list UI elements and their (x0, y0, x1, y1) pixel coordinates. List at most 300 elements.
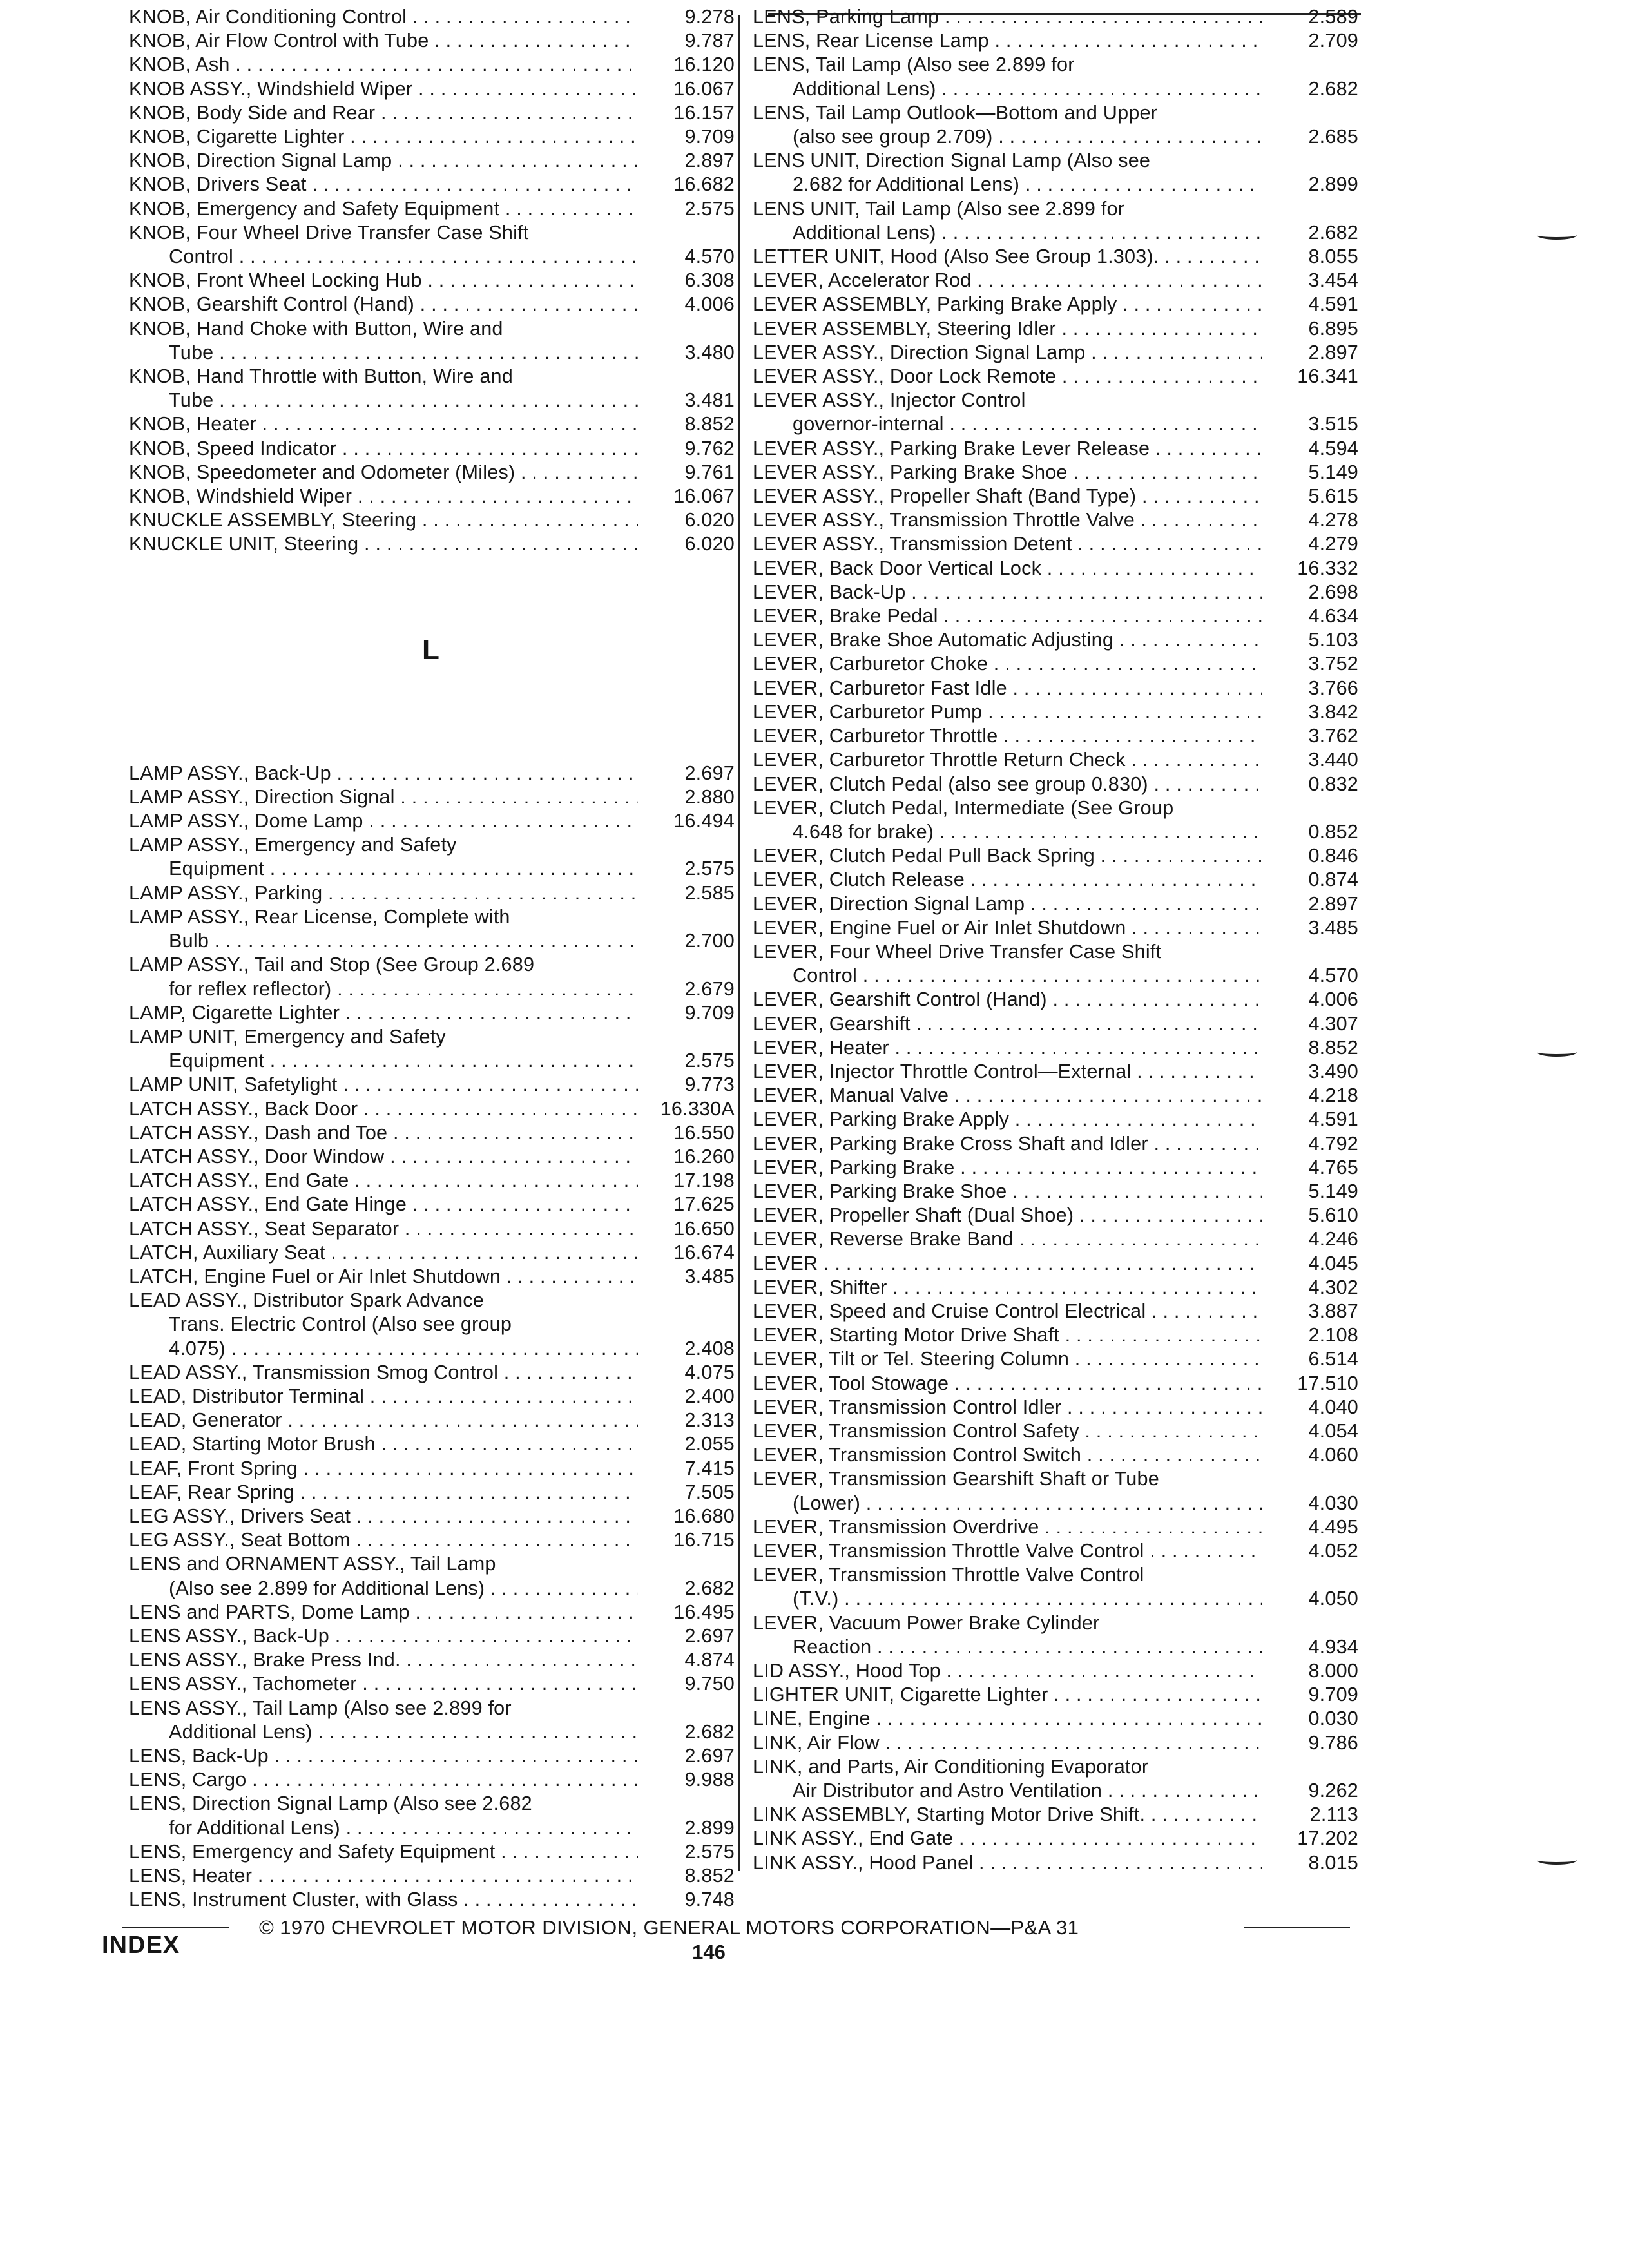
index-entry (129, 508, 735, 532)
entry-description (129, 269, 638, 293)
index-entry (129, 1145, 735, 1169)
entry-description (129, 809, 638, 833)
entry-text-line: LATCH ASSY., Seat Separator . . . (129, 1217, 638, 1241)
entry-group-number: 4.030 (1308, 1492, 1358, 1514)
entry-description (753, 1347, 1262, 1371)
index-entry (753, 604, 1358, 628)
entry-text-line: LAMP ASSY., Parking . . . (129, 881, 638, 905)
entry-description (753, 1300, 1262, 1323)
index-entry (753, 317, 1358, 341)
entry-group-number: 16.550 (673, 1121, 735, 1144)
entry-text-line: LATCH ASSY., End Gate Hinge . . . (129, 1193, 638, 1216)
entry-text-line: Additional Lens) . . . (753, 221, 1262, 245)
index-entry (129, 1672, 735, 1696)
entry-text-line: LIGHTER UNIT, Cigarette Lighter . . . (753, 1683, 1262, 1707)
entry-description (753, 1084, 1262, 1108)
entry-group-number: 3.766 (1308, 677, 1358, 699)
index-entry (753, 1443, 1358, 1467)
entry-description (129, 149, 638, 173)
entry-group-number: 16.495 (673, 1600, 735, 1623)
index-entry (753, 1755, 1358, 1803)
entry-group-number: 17.202 (1297, 1827, 1358, 1850)
entry-group-number: 0.852 (1308, 820, 1358, 843)
entry-text-line: LEVER, Brake Shoe Automatic Adjusting . . . (753, 628, 1262, 652)
entry-text-line: LATCH, Engine Fuel or Air Inlet Shutdown . . . (129, 1265, 638, 1289)
entry-description (753, 53, 1262, 101)
index-entry (129, 101, 735, 125)
entry-description (753, 1419, 1262, 1443)
entry-group-number: 9.709 (684, 1001, 735, 1024)
entry-group-number: 5.149 (1308, 461, 1358, 483)
entry-group-number: 3.887 (1308, 1300, 1358, 1322)
entry-text-line: LEAD, Generator . . . (129, 1408, 638, 1432)
entry-text-line: 2.682 for Additional Lens) . . . (753, 173, 1262, 197)
entry-description (129, 1528, 638, 1552)
entry-description (753, 101, 1262, 149)
entry-text-line: LAMP, Cigarette Lighter . . . (129, 1001, 638, 1025)
entry-description (753, 1755, 1262, 1803)
entry-group-number: 16.680 (673, 1504, 735, 1527)
entry-description (753, 461, 1262, 485)
entry-description (753, 1108, 1262, 1131)
entry-description (129, 762, 638, 785)
index-entry (753, 341, 1358, 365)
entry-group-number: 9.761 (684, 461, 735, 483)
entry-text-line: LATCH ASSY., Back Door . . . (129, 1097, 638, 1121)
section-heading (129, 557, 735, 762)
index-entry (129, 197, 735, 221)
entry-description (753, 317, 1262, 341)
entry-description (753, 1227, 1262, 1251)
entry-text-line: LEVER, Transmission Throttle Valve Control (753, 1564, 1144, 1586)
entry-description (129, 29, 638, 53)
entry-group-number: 4.570 (1308, 965, 1358, 987)
index-entry (129, 1217, 735, 1241)
entry-description (129, 197, 638, 221)
entry-group-number: 4.874 (684, 1649, 735, 1671)
index-entry (129, 1648, 735, 1672)
entry-text-line: LAMP UNIT, Safetylight . . . (129, 1073, 638, 1097)
entry-text-line: LAMP ASSY., Emergency and Safety (129, 834, 457, 856)
entry-text-line: LENS ASSY., Tachometer . . . (129, 1672, 638, 1696)
page-number: 146 (692, 1941, 726, 1963)
entry-text-line: LEVER, Reverse Brake Band . . . (753, 1227, 1262, 1251)
index-entry (753, 1563, 1358, 1611)
index-entry (129, 5, 735, 29)
entry-group-number: 2.682 (1308, 77, 1358, 100)
index-entry (129, 173, 735, 197)
entry-group-number: 6.514 (1308, 1348, 1358, 1370)
entry-group-number: 4.040 (1308, 1396, 1358, 1418)
entry-text-line: LINK ASSY., Hood Panel . . . (753, 1851, 1262, 1875)
entry-text-line: LID ASSY., Hood Top . . . (753, 1659, 1262, 1683)
entry-description (753, 1036, 1262, 1060)
entry-group-number: 4.591 (1308, 1108, 1358, 1131)
entry-description (753, 940, 1262, 988)
entry-text-line: LENS and ORNAMENT ASSY., Tail Lamp (129, 1553, 496, 1575)
index-entry (753, 1707, 1358, 1731)
index-entry (129, 1097, 735, 1121)
index-entry (753, 1084, 1358, 1108)
entry-description (129, 1504, 638, 1528)
entry-description (753, 677, 1262, 700)
entry-text-line: KNOB, Body Side and Rear . . . (129, 101, 638, 125)
entry-text-line: LEVER, Tilt or Tel. Steering Column . . . (753, 1347, 1262, 1371)
entry-text-line: KNOB ASSY., Windshield Wiper . . . (129, 77, 638, 101)
index-entry (129, 1840, 735, 1864)
entry-text-line: LENS, Tail Lamp Outlook—Bottom and Upper (753, 101, 1158, 124)
entry-description (753, 149, 1262, 197)
entry-description (129, 1408, 638, 1432)
entry-text-line: KNUCKLE UNIT, Steering . . . (129, 532, 638, 556)
entry-group-number: 5.103 (1308, 629, 1358, 651)
entry-text-line: LEVER, Carburetor Choke . . . (753, 652, 1262, 676)
index-entry (129, 29, 735, 53)
entry-description (753, 796, 1262, 844)
entry-group-number: 2.682 (684, 1720, 735, 1743)
index-entry (129, 1744, 735, 1768)
index-entry (753, 1060, 1358, 1084)
entry-text-line: LEVER, Accelerator Rod . . . (753, 269, 1262, 293)
entry-group-number: 2.682 (1308, 221, 1358, 244)
entry-text-line: LEVER, Carburetor Throttle . . . (753, 724, 1262, 748)
index-entry (129, 1696, 735, 1744)
entry-text-line: KNOB, Ash . . . (129, 53, 638, 77)
entry-text-line: (T.V.) . . . (753, 1587, 1262, 1611)
entry-text-line: KNOB, Air Conditioning Control . . . (129, 5, 638, 29)
entry-text-line: LEVER, Parking Brake Shoe . . . (753, 1180, 1262, 1204)
entry-group-number: 9.709 (684, 126, 735, 148)
entry-group-number: 4.570 (684, 245, 735, 268)
index-entry (753, 5, 1358, 29)
entry-group-number: 16.682 (673, 173, 735, 196)
entry-group-number: 4.218 (1308, 1084, 1358, 1107)
entry-description (753, 628, 1262, 652)
entry-text-line: LENS, Emergency and Safety Equipment . . . (129, 1840, 638, 1864)
entry-group-number: 2.679 (684, 977, 735, 1000)
entry-description (129, 1241, 638, 1265)
index-entry (129, 1241, 735, 1265)
index-entry (753, 557, 1358, 581)
index-entry (753, 988, 1358, 1012)
index-entry (129, 317, 735, 365)
index-entry (753, 1683, 1358, 1707)
entry-text-line: (Also see 2.899 for Additional Lens) . . . (129, 1577, 638, 1600)
entry-text-line: LEVER ASSEMBLY, Steering Idler . . . (753, 317, 1262, 341)
entry-group-number: 2.575 (684, 1050, 735, 1072)
entry-group-number: 9.748 (684, 1888, 735, 1911)
entry-description (753, 1539, 1262, 1563)
entry-text-line: LEVER, Clutch Pedal (also see group 0.830) . . . (753, 773, 1262, 796)
entry-description (753, 1803, 1262, 1827)
entry-group-number: 16.067 (673, 77, 735, 100)
entry-text-line: LEAD ASSY., Transmission Smog Control . . . (129, 1361, 638, 1385)
entry-group-number: 8.000 (1308, 1660, 1358, 1682)
entry-text-line: Reaction . . . (753, 1635, 1262, 1659)
index-entry (753, 677, 1358, 700)
index-entry (129, 461, 735, 485)
entry-description (753, 724, 1262, 748)
entry-description (753, 508, 1262, 532)
entry-text-line: KNOB, Hand Throttle with Button, Wire and (129, 365, 513, 388)
entry-text-line: LEVER, Transmission Throttle Valve Control . . . (753, 1539, 1262, 1563)
entry-description (129, 532, 638, 556)
entry-group-number: 2.880 (684, 785, 735, 808)
entry-group-number: 4.634 (1308, 605, 1358, 628)
index-entry (129, 881, 735, 905)
index-entry (129, 412, 735, 436)
entry-text-line: LEAD, Starting Motor Brush . . . (129, 1432, 638, 1456)
entry-text-line: LENS, Back-Up . . . (129, 1744, 638, 1768)
entry-group-number: 2.575 (684, 858, 735, 880)
entry-group-number: 4.246 (1308, 1228, 1358, 1251)
index-entry (753, 197, 1358, 245)
index-entry (129, 1025, 735, 1073)
index-entry (129, 809, 735, 833)
index-entry (753, 748, 1358, 772)
entry-description (753, 773, 1262, 796)
entry-text-line: (Lower) . . . (753, 1492, 1262, 1515)
entry-group-number: 5.615 (1308, 485, 1358, 508)
entry-description (129, 461, 638, 485)
entry-text-line: LEVER, Back Door Vertical Lock . . . (753, 557, 1262, 581)
entry-description (129, 1025, 638, 1073)
entry-text-line: LEVER ASSY., Transmission Detent . . . (753, 532, 1262, 556)
entry-group-number: 6.308 (684, 269, 735, 292)
entry-group-number: 2.055 (684, 1433, 735, 1456)
entry-text-line: LENS, Rear License Lamp . . . (753, 29, 1262, 53)
entry-description (129, 785, 638, 809)
entry-text-line: LAMP ASSY., Direction Signal . . . (129, 785, 638, 809)
entry-group-number: 4.052 (1308, 1540, 1358, 1562)
entry-text-line: KNOB, Drivers Seat . . . (129, 173, 638, 197)
entry-group-number: 16.494 (673, 810, 735, 832)
footer-copyright: © 1970 CHEVROLET MOTOR DIVISION, GENERAL MOTORS CORPORATION—P&A 31 (259, 1916, 1079, 1939)
index-entry (129, 365, 735, 412)
entry-text-line: LEAD ASSY., Distributor Spark Advance (129, 1289, 485, 1312)
entry-description (129, 1289, 638, 1361)
entry-description (753, 29, 1262, 53)
entry-group-number: 5.149 (1308, 1180, 1358, 1202)
entry-description (753, 916, 1262, 940)
entry-description (753, 1731, 1262, 1755)
entry-description (129, 1097, 638, 1121)
entry-description (753, 293, 1262, 316)
footer-rule-left (122, 1927, 229, 1928)
entry-description (129, 101, 638, 125)
entry-text-line: LATCH, Auxiliary Seat . . . (129, 1241, 638, 1265)
entry-description (129, 1792, 638, 1840)
entry-text-line: LEVER, Parking Brake Cross Shaft and Idler . . . (753, 1132, 1262, 1156)
index-entry (753, 293, 1358, 316)
entry-group-number: 4.279 (1308, 533, 1358, 555)
index-entry (753, 1036, 1358, 1060)
entry-description (129, 881, 638, 905)
entry-text-line: 4.648 for brake) . . . (753, 820, 1262, 844)
entry-group-number: 16.341 (1297, 365, 1358, 388)
entry-group-number: 4.006 (684, 293, 735, 316)
entry-description (129, 1432, 638, 1456)
index-entry (753, 1252, 1358, 1276)
index-entry (129, 485, 735, 508)
entry-text-line: Tube . . . (129, 389, 638, 412)
entry-text-line: Equipment . . . (129, 857, 638, 881)
entry-description (129, 53, 638, 77)
index-entry (129, 1504, 735, 1528)
entry-description (753, 1180, 1262, 1204)
entry-description (129, 77, 638, 101)
entry-text-line: LENS, Tail Lamp (Also see 2.899 for (753, 53, 1075, 76)
index-entry (129, 1528, 735, 1552)
entry-description (129, 1169, 638, 1193)
entry-text-line: LINK, Air Flow . . . (753, 1731, 1262, 1755)
entry-text-line: LEVER, Clutch Release . . . (753, 868, 1262, 892)
entry-group-number: 9.750 (684, 1673, 735, 1695)
entry-text-line: (also see group 2.709) . . . (753, 125, 1262, 149)
entry-description (129, 905, 638, 953)
index-entry (129, 1768, 735, 1792)
entry-group-number: 3.762 (1308, 725, 1358, 747)
entry-description (129, 1672, 638, 1696)
index-entry (753, 437, 1358, 461)
entry-text-line: LENS and PARTS, Dome Lamp . . . (129, 1600, 638, 1624)
entry-description (129, 1361, 638, 1385)
entry-text-line: Additional Lens) . . . (753, 77, 1262, 101)
entry-description (753, 1012, 1262, 1036)
entry-description (129, 221, 638, 269)
entry-text-line: KNOB, Direction Signal Lamp . . . (129, 149, 638, 173)
entry-description (753, 532, 1262, 556)
entry-description (753, 365, 1262, 389)
entry-text-line: LENS UNIT, Tail Lamp (Also see 2.899 for (753, 197, 1125, 220)
footer-rule-right (1244, 1927, 1350, 1928)
entry-group-number: 8.852 (684, 413, 735, 436)
entry-description (753, 844, 1262, 868)
index-entry (753, 389, 1358, 436)
entry-text-line: LEVER, Transmission Control Switch . . . (753, 1443, 1262, 1467)
entry-description (753, 1851, 1262, 1875)
entry-description (753, 1156, 1262, 1180)
entry-description (753, 341, 1262, 365)
entry-description (753, 197, 1262, 245)
entry-group-number: 2.585 (684, 881, 735, 904)
entry-description (129, 1768, 638, 1792)
entry-description (129, 1624, 638, 1648)
entry-description (129, 125, 638, 149)
index-entry (129, 1888, 735, 1912)
index-entry (753, 916, 1358, 940)
entry-text-line: LEVER . . . (753, 1252, 1262, 1276)
entry-group-number: 16.120 (673, 53, 735, 76)
entry-description (129, 1600, 638, 1624)
entry-text-line: LAMP ASSY., Rear License, Complete with (129, 905, 510, 928)
entry-group-number: 4.075 (684, 1361, 735, 1383)
index-entry (753, 1227, 1358, 1251)
entry-description (753, 1323, 1262, 1347)
entry-group-number: 2.897 (684, 149, 735, 172)
entry-description (129, 1864, 638, 1888)
entry-text-line: LEAF, Front Spring . . . (129, 1457, 638, 1481)
entry-text-line: KNOB, Speed Indicator . . . (129, 437, 638, 461)
index-entry (753, 1204, 1358, 1227)
index-entry (753, 269, 1358, 293)
entry-text-line: LEVER, Carburetor Throttle Return Check . . . (753, 748, 1262, 772)
entry-text-line: LENS ASSY., Brake Press Ind. . . . (129, 1648, 638, 1672)
index-entry (753, 1515, 1358, 1539)
entry-description (753, 1396, 1262, 1419)
entry-description (129, 1648, 638, 1672)
entry-description (753, 1683, 1262, 1707)
entry-group-number: 4.045 (1308, 1252, 1358, 1274)
entry-description (129, 412, 638, 436)
entry-text-line: LEG ASSY., Drivers Seat . . . (129, 1504, 638, 1528)
entry-description (753, 269, 1262, 293)
entry-group-number: 2.108 (1308, 1324, 1358, 1347)
entry-group-number: 16.715 (673, 1529, 735, 1552)
entry-group-number: 9.988 (684, 1769, 735, 1791)
entry-group-number: 4.934 (1308, 1635, 1358, 1658)
entry-description (753, 892, 1262, 916)
entry-text-line: LEVER, Heater . . . (753, 1036, 1262, 1060)
index-entry (129, 149, 735, 173)
entry-description (753, 581, 1262, 604)
entry-text-line: LEVER, Tool Stowage . . . (753, 1372, 1262, 1396)
index-entry (753, 892, 1358, 916)
right-entries (753, 5, 1358, 1875)
index-entry (753, 1851, 1358, 1875)
entry-text-line: Tube . . . (129, 341, 638, 365)
index-entry (129, 1432, 735, 1456)
entry-text-line: LEG ASSY., Seat Bottom . . . (129, 1528, 638, 1552)
entry-text-line: LEVER, Manual Valve . . . (753, 1084, 1262, 1108)
entry-text-line: KNOB, Front Wheel Locking Hub . . . (129, 269, 638, 293)
index-entry (129, 1408, 735, 1432)
entry-description (129, 1265, 638, 1289)
entry-description (129, 5, 638, 29)
index-entry (753, 1012, 1358, 1036)
entry-description (753, 1132, 1262, 1156)
entry-group-number: 8.015 (1308, 1851, 1358, 1874)
entry-group-number: 6.020 (684, 509, 735, 532)
entry-group-number: 2.899 (684, 1816, 735, 1839)
entry-group-number: 4.765 (1308, 1156, 1358, 1178)
entry-text-line: LENS, Cargo . . . (129, 1768, 638, 1792)
index-entry (129, 221, 735, 269)
index-entry (753, 628, 1358, 652)
entry-group-number: 2.697 (684, 1745, 735, 1767)
entry-group-number: 16.650 (673, 1217, 735, 1240)
entry-text-line: LENS, Parking Lamp . . . (753, 5, 1262, 29)
index-entry (129, 833, 735, 881)
entry-text-line: LEVER, Transmission Control Idler . . . (753, 1396, 1262, 1419)
entry-group-number: 3.485 (684, 1265, 735, 1287)
entry-group-number: 2.575 (684, 197, 735, 220)
entry-description (753, 1659, 1262, 1683)
entry-group-number: 9.762 (684, 437, 735, 459)
entry-description (753, 1204, 1262, 1227)
entry-group-number: 16.330A (660, 1097, 735, 1120)
entry-text-line: LAMP ASSY., Dome Lamp . . . (129, 809, 638, 833)
entry-description (129, 1073, 638, 1097)
index-entry (753, 773, 1358, 796)
index-entry (753, 796, 1358, 844)
entry-description (129, 485, 638, 508)
entry-text-line: LEVER, Transmission Gearshift Shaft or Tube (753, 1468, 1159, 1490)
entry-description (753, 748, 1262, 772)
entry-group-number: 0.846 (1308, 845, 1358, 867)
entry-group-number: 3.752 (1308, 653, 1358, 675)
entry-group-number: 2.575 (684, 1840, 735, 1863)
